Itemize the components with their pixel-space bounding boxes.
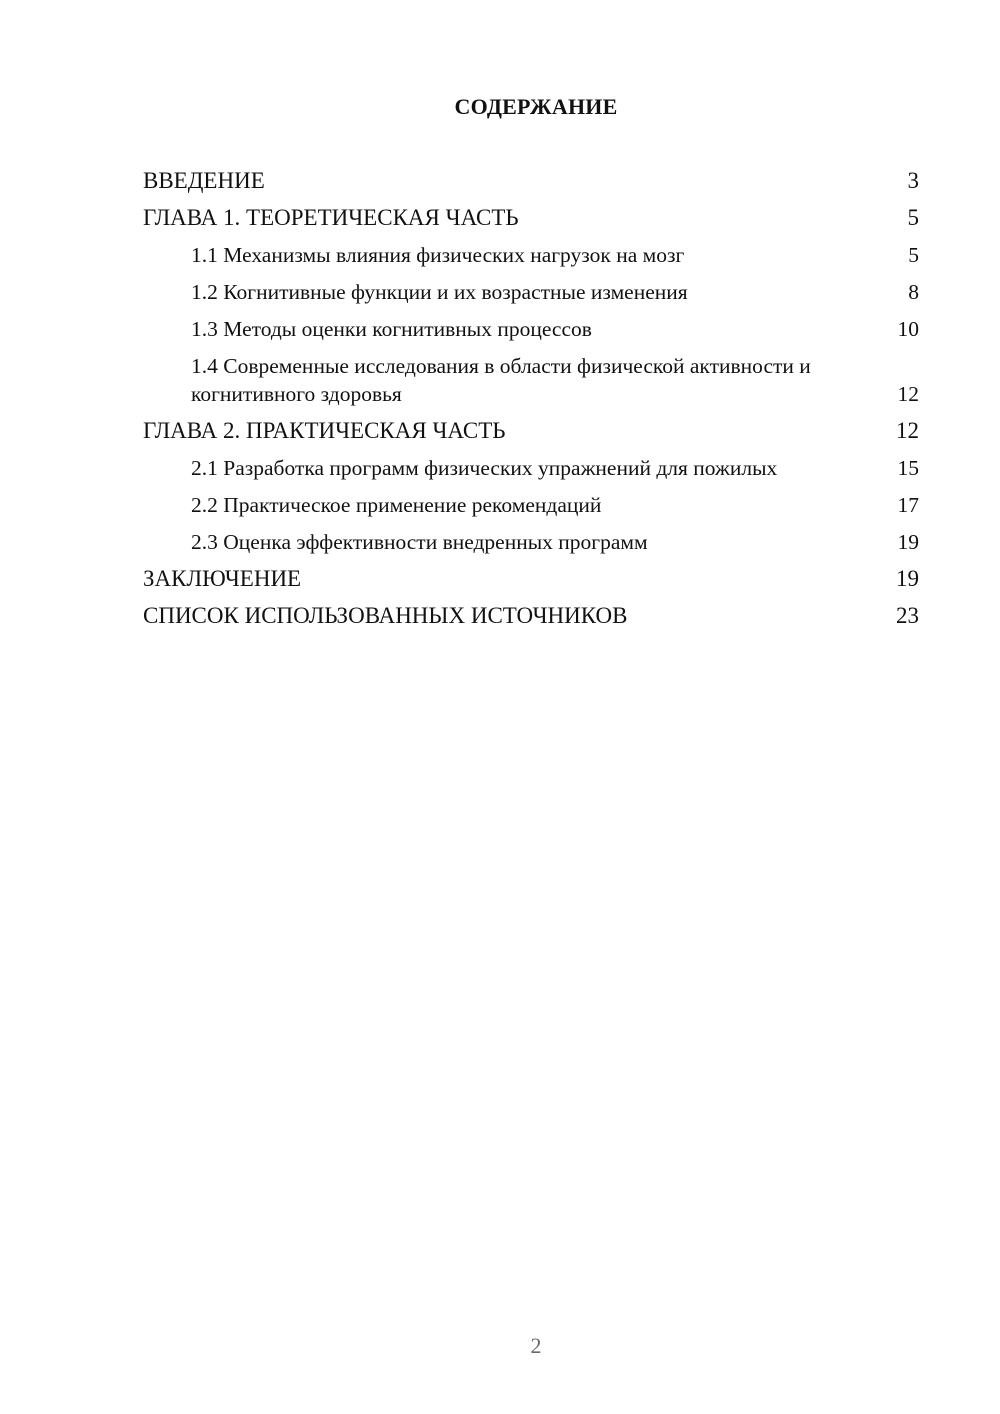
toc-entry-title: 1.2 Когнитивные функции и их возрастные изменения xyxy=(191,280,688,304)
toc-entry-page: 23 xyxy=(896,603,919,628)
toc-entry-page: 3 xyxy=(907,168,919,193)
toc-entry-section-1-4[interactable] xyxy=(143,352,919,408)
toc-entry-title: 1.3 Методы оценки когнитивных процессов xyxy=(191,317,592,341)
toc-entry-title: ГЛАВА 2. ПРАКТИЧЕСКАЯ ЧАСТЬ xyxy=(143,418,506,443)
toc-entry-title: 1.1 Механизмы влияния физических нагрузок на мозг xyxy=(191,243,685,267)
toc-entry-title: 2.1 Разработка программ физических упражнений для пожилых xyxy=(191,456,778,480)
toc-entry-page: 8 xyxy=(908,280,919,304)
toc-entry-page: 12 xyxy=(897,382,919,406)
toc-entry-conclusion[interactable] xyxy=(143,565,919,593)
toc-entry-introduction[interactable] xyxy=(143,167,919,195)
toc-entry-page: 10 xyxy=(897,317,919,341)
toc-entry-section-1-2[interactable] xyxy=(143,278,919,306)
toc-entry-section-2-2[interactable] xyxy=(143,491,919,519)
toc-entry-chapter-1[interactable] xyxy=(143,204,919,232)
toc-entry-page: 19 xyxy=(896,566,919,591)
toc-entry-page: 17 xyxy=(897,493,919,517)
page-title: СОДЕРЖАНИЕ xyxy=(454,94,618,119)
toc-entry-title: ГЛАВА 1. ТЕОРЕТИЧЕСКАЯ ЧАСТЬ xyxy=(143,205,519,230)
toc-entry-chapter-2[interactable] xyxy=(143,417,919,445)
toc-entry-section-1-3[interactable] xyxy=(143,315,919,343)
toc-entry-title: СПИСОК ИСПОЛЬЗОВАННЫХ ИСТОЧНИКОВ xyxy=(143,603,628,628)
toc-entry-section-2-3[interactable] xyxy=(143,528,919,556)
toc-entry-section-1-1[interactable] xyxy=(143,241,919,269)
toc-entry-page: 15 xyxy=(897,456,919,480)
toc-entry-page: 12 xyxy=(896,418,919,443)
toc-entry-references[interactable] xyxy=(143,602,919,630)
toc-entry-page: 5 xyxy=(908,243,919,267)
table-of-contents xyxy=(143,167,919,639)
toc-entry-page: 19 xyxy=(897,530,919,554)
toc-entry-title: ВВЕДЕНИЕ xyxy=(143,168,265,193)
toc-entry-page: 5 xyxy=(907,205,919,230)
toc-entry-title: ЗАКЛЮЧЕНИЕ xyxy=(143,566,302,591)
toc-entry-title: 2.3 Оценка эффективности внедренных программ xyxy=(191,530,648,554)
toc-entry-title: 1.4 Современные исследования в области физической активности и когнитивного здоровья xyxy=(191,354,811,406)
toc-entry-section-2-1[interactable] xyxy=(143,454,919,482)
toc-entry-title: 2.2 Практическое применение рекомендаций xyxy=(191,493,602,517)
page-number: 2 xyxy=(530,1333,542,1358)
